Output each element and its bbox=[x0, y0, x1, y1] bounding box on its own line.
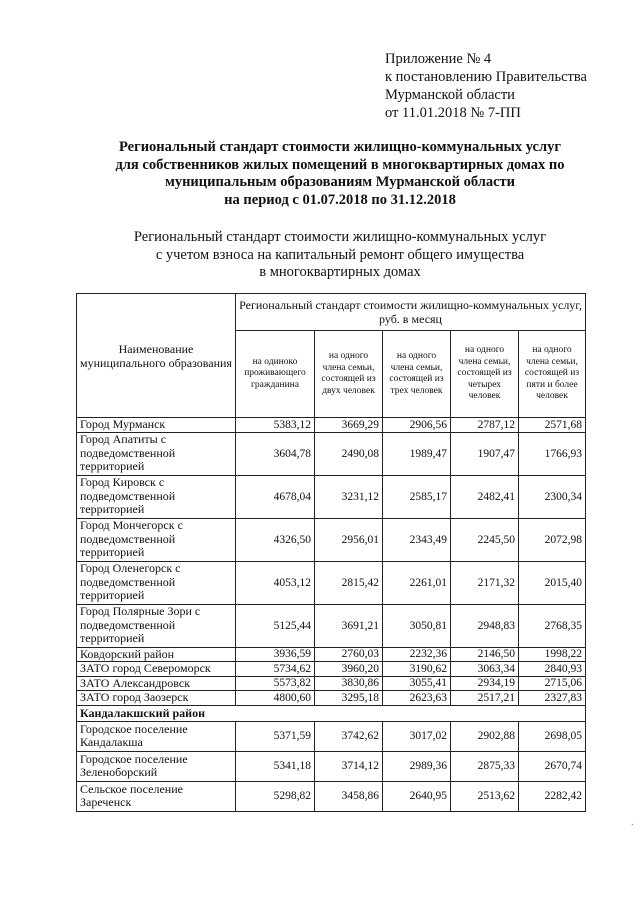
document-title bbox=[60, 139, 620, 209]
value-cell: 2490,08 bbox=[315, 432, 383, 475]
value-cell: 3714,12 bbox=[315, 751, 383, 781]
value-cell: 2956,01 bbox=[315, 518, 383, 561]
value-cell: 3669,29 bbox=[315, 418, 383, 433]
appendix-line: от 11.01.2018 № 7-ПП bbox=[385, 105, 521, 121]
value-cell: 3604,78 bbox=[236, 432, 315, 475]
value-cell: 5125,44 bbox=[236, 604, 315, 647]
value-cell: 2768,35 bbox=[519, 604, 586, 647]
value-cell: 5298,82 bbox=[236, 781, 315, 811]
value-cell: 2072,98 bbox=[519, 518, 586, 561]
caption-line: в многоквартирных домах bbox=[259, 264, 421, 280]
value-cell: 3050,81 bbox=[383, 604, 451, 647]
table-row bbox=[77, 662, 586, 677]
column-header: на одного члена семьи, состоящей из пяти и более человек bbox=[519, 331, 586, 418]
value-cell: 3830,86 bbox=[315, 676, 383, 691]
value-cell: 5383,12 bbox=[236, 418, 315, 433]
value-cell: 2343,49 bbox=[383, 518, 451, 561]
value-cell: 2585,17 bbox=[383, 475, 451, 518]
value-cell: 1907,47 bbox=[451, 432, 519, 475]
value-cell: 2327,83 bbox=[519, 691, 586, 706]
municipality-name: ЗАТО город Заозерск bbox=[77, 691, 236, 706]
table-row bbox=[77, 604, 586, 647]
value-cell: 3190,62 bbox=[383, 662, 451, 677]
value-cell: 2571,68 bbox=[519, 418, 586, 433]
value-cell: 3055,41 bbox=[383, 676, 451, 691]
column-header: на одного члена семьи, состоящей из четырех человек bbox=[451, 331, 519, 418]
value-cell: 4326,50 bbox=[236, 518, 315, 561]
table-caption bbox=[60, 229, 620, 282]
column-header: на одного члена семьи, состоящей из двух человек bbox=[315, 331, 383, 418]
value-cell: 2623,63 bbox=[383, 691, 451, 706]
value-cell: 2875,33 bbox=[451, 751, 519, 781]
value-cell: 2640,95 bbox=[383, 781, 451, 811]
value-cell: 2146,50 bbox=[451, 647, 519, 662]
table-row bbox=[77, 691, 586, 706]
table-row bbox=[77, 676, 586, 691]
title-line: для собственников жилых помещений в многоквартирных домах по bbox=[115, 156, 565, 173]
municipality-name: Город Мончегорск с подведомственной территорией bbox=[77, 518, 236, 561]
caption-line: Региональный стандарт стоимости жилищно-коммунальных услуг bbox=[133, 229, 547, 245]
appendix-block bbox=[385, 50, 587, 122]
table-row bbox=[77, 561, 586, 604]
title-line: Региональный стандарт стоимости жилищно-коммунальных услуг bbox=[119, 139, 561, 155]
municipality-name: ЗАТО Александровск bbox=[77, 676, 236, 691]
municipality-name: Городское поселение Зеленоборский bbox=[77, 751, 236, 781]
value-cell: 2261,01 bbox=[383, 561, 451, 604]
value-cell: 2245,50 bbox=[451, 518, 519, 561]
value-cell: 2517,21 bbox=[451, 691, 519, 706]
table-row bbox=[77, 432, 586, 475]
table-row bbox=[77, 518, 586, 561]
name-column-header: Наименование муниципального образования bbox=[77, 294, 236, 418]
scan-edge-mark: · bbox=[630, 820, 634, 831]
value-cell: 2934,19 bbox=[451, 676, 519, 691]
table-row bbox=[77, 418, 586, 433]
municipality-name: Город Оленегорск с подведомственной территорией bbox=[77, 561, 236, 604]
value-cell: 4053,12 bbox=[236, 561, 315, 604]
appendix-line: к постановлению Правительства bbox=[385, 69, 587, 85]
value-cell: 2698,05 bbox=[519, 721, 586, 751]
value-cell: 2840,93 bbox=[519, 662, 586, 677]
value-cell: 4678,04 bbox=[236, 475, 315, 518]
column-header: на одного члена семьи, состоящей из трех человек bbox=[383, 331, 451, 418]
municipality-name: Ковдорский район bbox=[77, 647, 236, 662]
value-cell: 2760,03 bbox=[315, 647, 383, 662]
value-cell: 2989,36 bbox=[383, 751, 451, 781]
municipality-name: Сельское поселение Зареченск bbox=[77, 781, 236, 811]
municipality-name: Городское поселение Кандалакша bbox=[77, 721, 236, 751]
value-cell: 3017,02 bbox=[383, 721, 451, 751]
table-row bbox=[77, 781, 586, 811]
value-cell: 2815,42 bbox=[315, 561, 383, 604]
value-cell: 3458,86 bbox=[315, 781, 383, 811]
appendix-line: Мурманской области bbox=[385, 87, 515, 103]
title-line: муниципальным образованиям Мурманской области bbox=[164, 174, 516, 190]
value-cell: 2513,62 bbox=[451, 781, 519, 811]
table-row bbox=[77, 647, 586, 662]
value-cell: 1989,47 bbox=[383, 432, 451, 475]
table-row bbox=[77, 475, 586, 518]
value-cell: 2282,42 bbox=[519, 781, 586, 811]
value-cell: 2948,83 bbox=[451, 604, 519, 647]
value-cell: 2300,34 bbox=[519, 475, 586, 518]
table-row bbox=[77, 721, 586, 751]
value-cell: 5573,82 bbox=[236, 676, 315, 691]
municipality-name: ЗАТО город Североморск bbox=[77, 662, 236, 677]
municipality-name: Город Мурманск bbox=[77, 418, 236, 433]
municipality-name: Город Полярные Зори с подведомственной территорией bbox=[77, 604, 236, 647]
value-cell: 2902,88 bbox=[451, 721, 519, 751]
title-line: на период с 01.07.2018 по 31.12.2018 bbox=[224, 191, 456, 208]
appendix-line: Приложение № 4 bbox=[385, 51, 492, 67]
value-cell: 2232,36 bbox=[383, 647, 451, 662]
value-cell: 5734,62 bbox=[236, 662, 315, 677]
value-cell: 5371,59 bbox=[236, 721, 315, 751]
value-cell: 2715,06 bbox=[519, 676, 586, 691]
value-cell: 3960,20 bbox=[315, 662, 383, 677]
value-cell: 2787,12 bbox=[451, 418, 519, 433]
value-cell: 1766,93 bbox=[519, 432, 586, 475]
value-cell: 1998,22 bbox=[519, 647, 586, 662]
value-cell: 3231,12 bbox=[315, 475, 383, 518]
municipality-name: Город Апатиты с подведомственной территорией bbox=[77, 432, 236, 475]
value-cell: 3691,21 bbox=[315, 604, 383, 647]
value-cell: 5341,18 bbox=[236, 751, 315, 781]
value-cell: 3295,18 bbox=[315, 691, 383, 706]
standard-cost-table bbox=[76, 293, 586, 812]
value-cell: 2171,32 bbox=[451, 561, 519, 604]
section-heading: Кандалакшский район bbox=[77, 705, 586, 721]
value-cell: 2015,40 bbox=[519, 561, 586, 604]
caption-line: с учетом взноса на капитальный ремонт общего имущества bbox=[155, 246, 525, 263]
value-cell: 3063,34 bbox=[451, 662, 519, 677]
value-cell: 3936,59 bbox=[236, 647, 315, 662]
value-cell: 3742,62 bbox=[315, 721, 383, 751]
column-header: на одиноко проживающего гражданина bbox=[236, 331, 315, 418]
value-cell: 2906,56 bbox=[383, 418, 451, 433]
value-cell: 2670,74 bbox=[519, 751, 586, 781]
table-row bbox=[77, 751, 586, 781]
section-row bbox=[77, 705, 586, 721]
value-cell: 4800,60 bbox=[236, 691, 315, 706]
group-header: Региональный стандарт стоимости жилищно-коммунальных услуг, руб. в месяц bbox=[236, 294, 586, 331]
municipality-name: Город Кировск с подведомственной территорией bbox=[77, 475, 236, 518]
value-cell: 2482,41 bbox=[451, 475, 519, 518]
